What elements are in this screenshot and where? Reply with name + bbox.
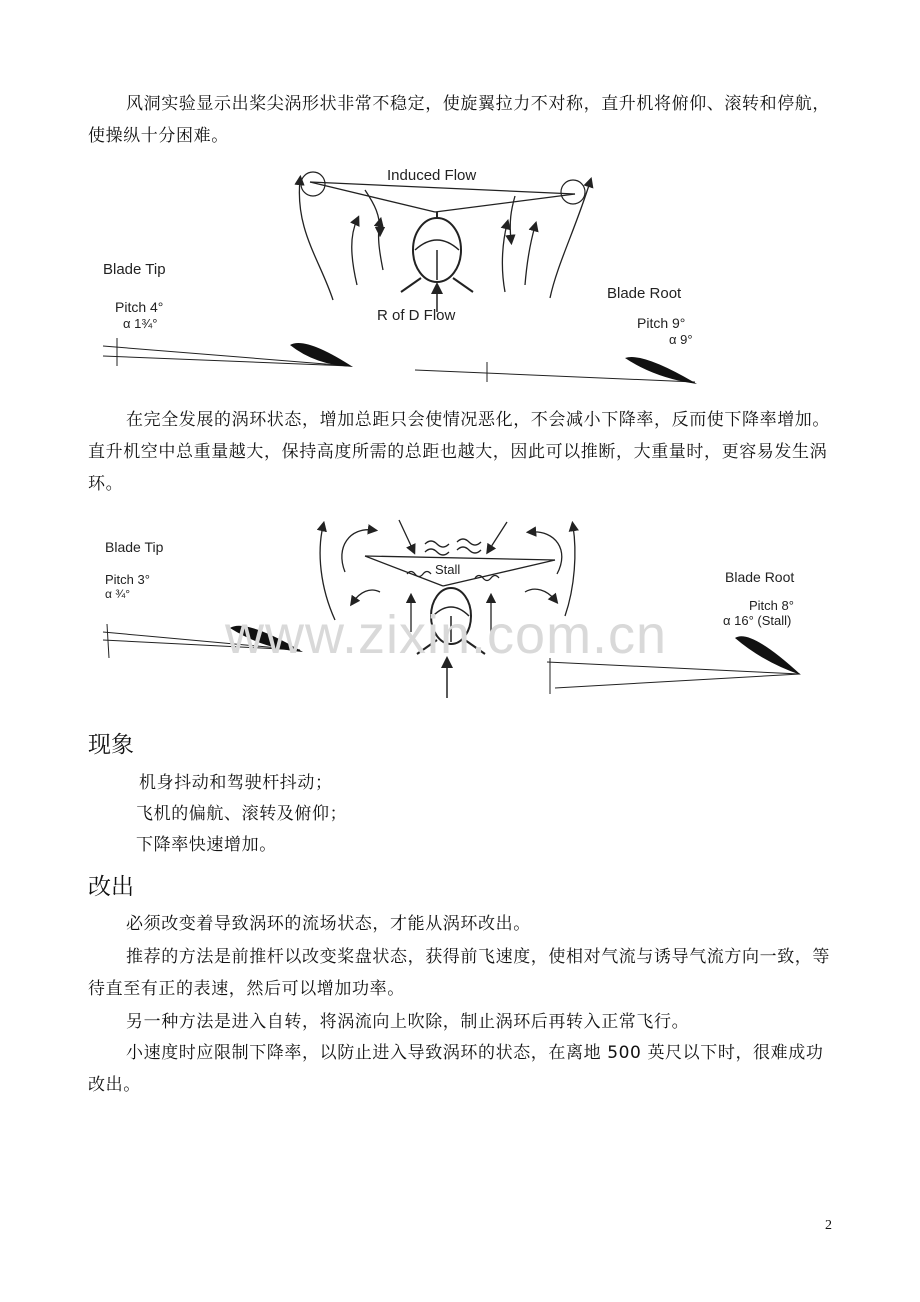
label-induced-flow: Induced Flow: [387, 167, 477, 184]
label-blade-root: Blade Root: [607, 285, 682, 302]
recovery-paragraph: 必须改变着导致涡环的流场状态，才能从涡环改出。: [126, 914, 531, 934]
recovery-paragraph: 另一种方法是进入自转，将涡流向上吹除，制止涡环后再转入正常飞行。: [126, 1012, 690, 1032]
phenomena-list: [136, 768, 347, 861]
label-blade-tip-2: Blade Tip: [105, 539, 164, 555]
vortex-diagram-1: [95, 160, 725, 390]
label-alpha-tip: α 1¾°: [123, 316, 158, 331]
label-stall: Stall: [435, 562, 461, 577]
label-blade-tip: Blade Tip: [103, 261, 166, 278]
paragraph-vortex-ring: 在完全发展的涡环状态，增加总距只会使情况恶化，不会减小下降率，反而使下降率增加。直升机空中总重量越大，保持高度所需的总距也越大，因此可以推断，大重量时，更容易发生涡环。: [88, 410, 830, 494]
label-alpha-root-2: α 16° (Stall): [723, 613, 792, 628]
recovery-paragraph: 推荐的方法是前推杆以改变桨盘状态，获得前飞速度，使相对气流与诱导气流方向一致，等待直至有正的表速，然后可以增加功率。: [88, 947, 830, 999]
heading-recovery: 改出: [88, 874, 134, 900]
list-item: 下降率快速增加。: [136, 835, 277, 855]
heading-phenomena: 现象: [88, 732, 134, 758]
list-item: 机身抖动和驾驶杆抖动；: [139, 773, 333, 793]
label-rod-flow: R of D Flow: [377, 307, 456, 324]
label-blade-root-2: Blade Root: [725, 569, 795, 585]
list-item: 飞机的偏航、滚转及俯仰；: [136, 804, 348, 824]
label-pitch-root-2: Pitch 8°: [749, 598, 794, 613]
recovery-paragraph: 小速度时应限制下降率，以防止进入导致涡环的状态，在离地 500 英尺以下时，很难成功改出。: [88, 1043, 824, 1095]
page-number: 2: [825, 1218, 832, 1233]
label-alpha-root: α 9°: [669, 332, 693, 347]
watermark: www.zixin.com.cn: [225, 605, 668, 665]
label-alpha-tip-2: α ¾°: [105, 587, 131, 601]
label-pitch-root: Pitch 9°: [637, 315, 686, 331]
label-pitch-tip-2: Pitch 3°: [105, 572, 150, 587]
paragraph-intro: 风洞实验显示出桨尖涡形状非常不稳定，使旋翼拉力不对称，直升机将俯仰、滚转和停航，使操纵十分困难。: [88, 94, 830, 146]
label-pitch-tip: Pitch 4°: [115, 299, 164, 315]
